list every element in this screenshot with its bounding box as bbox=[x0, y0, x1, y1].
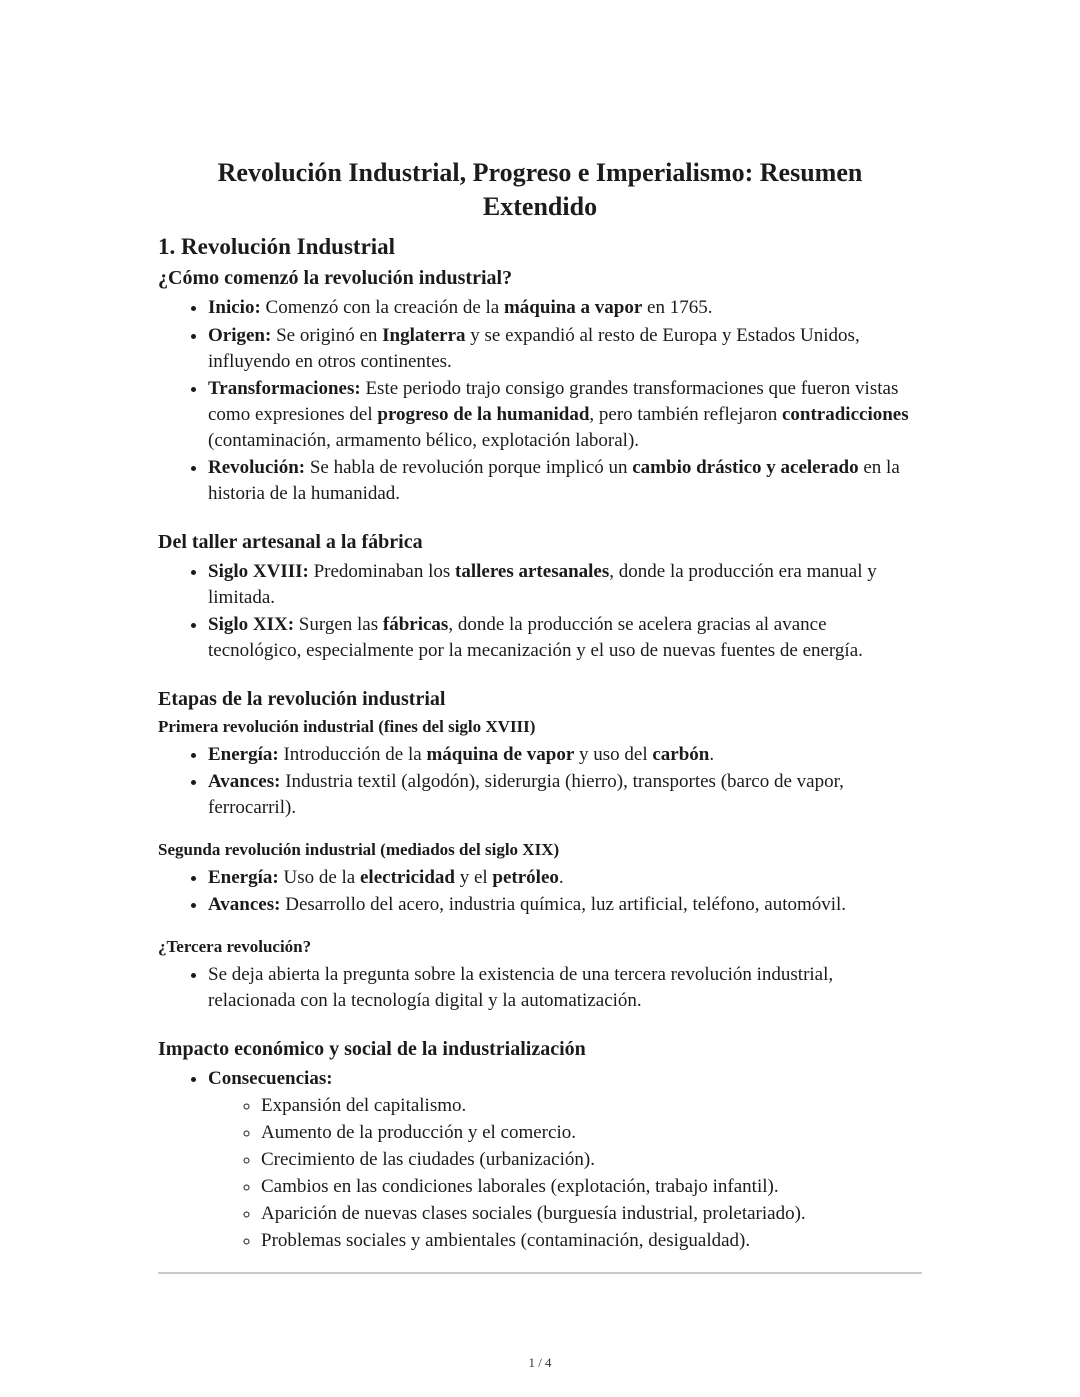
text-run: Este periodo trajo consigo grandes transformaciones que fueron vistas como expresiones del bbox=[208, 377, 899, 425]
list-item bbox=[208, 559, 922, 611]
list-item bbox=[208, 376, 922, 454]
text-run: Se habla de revolución porque implicó un bbox=[305, 456, 633, 478]
bold-text-run: petróleo bbox=[492, 866, 559, 888]
text-run: y se expandió al resto de Europa y Estados Unidos, influyendo en otros continentes. bbox=[208, 324, 860, 372]
heading-h3: Impacto económico y social de la industrialización bbox=[158, 1038, 586, 1061]
text-run: . bbox=[709, 743, 715, 765]
sub-list-item bbox=[261, 1147, 922, 1173]
text-run: Problemas sociales y ambientales (contaminación, desigualdad). bbox=[261, 1230, 751, 1252]
bold-text-run: Siglo XIX: bbox=[208, 613, 295, 635]
sub-bullet-list bbox=[208, 1093, 922, 1254]
bold-text-run: Consecuencias: bbox=[208, 1068, 333, 1090]
sub-list-item bbox=[261, 1174, 922, 1200]
text-run: , donde la producción se acelera gracias al avance tecnológico, especialmente por la mecanización y el uso de nuevas fuentes de energía. bbox=[208, 613, 863, 661]
text-run: Desarrollo del acero, industria química, luz artificial, teléfono, automóvil. bbox=[280, 893, 847, 915]
text-run: Comenzó con la creación de la bbox=[260, 297, 504, 319]
text-run: . bbox=[558, 866, 564, 888]
text-run: y el bbox=[454, 866, 493, 888]
list-item bbox=[208, 962, 922, 1014]
sub-list-item bbox=[261, 1120, 922, 1146]
text-run: Industria textil (algodón), siderurgia (hierro), transportes (barco de vapor, ferrocarril). bbox=[208, 770, 844, 818]
bullet-list bbox=[158, 1066, 922, 1254]
bold-text-run: fábricas bbox=[382, 613, 449, 635]
bold-text-run: contradicciones bbox=[781, 403, 909, 425]
text-run: Uso de la bbox=[278, 866, 360, 888]
bold-text-run: Inglaterra bbox=[382, 324, 466, 346]
list-item bbox=[208, 769, 922, 821]
heading-h3: Del taller artesanal a la fábrica bbox=[158, 530, 423, 553]
bullet-list bbox=[158, 295, 922, 506]
list-item bbox=[208, 1066, 922, 1254]
heading-h4: Primera revolución industrial (fines del siglo XVIII) bbox=[158, 716, 536, 736]
document-title: Revolución Industrial, Progreso e Imperialismo: Resumen Extendido bbox=[217, 158, 863, 221]
list-item bbox=[208, 742, 922, 768]
sub-list-item bbox=[261, 1228, 922, 1254]
bullet-list bbox=[158, 865, 922, 918]
bullet-list bbox=[158, 742, 922, 821]
bold-text-run: cambio drástico y acelerado bbox=[632, 456, 859, 478]
list-item bbox=[208, 295, 922, 321]
text-run: , donde la producción era manual y limitada. bbox=[208, 560, 877, 608]
text-run: Introducción de la bbox=[278, 743, 427, 765]
list-item bbox=[208, 612, 922, 664]
text-run: Surgen las bbox=[294, 613, 383, 635]
text-run: en la historia de la humanidad. bbox=[208, 456, 900, 504]
list-item bbox=[208, 865, 922, 891]
text-run: (contaminación, armamento bélico, explotación laboral). bbox=[208, 429, 640, 451]
bold-text-run: electricidad bbox=[359, 866, 455, 888]
heading-h2: 1. Revolución Industrial bbox=[158, 233, 396, 259]
bold-text-run: carbón bbox=[652, 743, 710, 765]
bullet-list bbox=[158, 962, 922, 1014]
text-run: Expansión del capitalismo. bbox=[261, 1095, 467, 1117]
list-item bbox=[208, 455, 922, 507]
heading-h3: ¿Cómo comenzó la revolución industrial? bbox=[158, 267, 513, 290]
sub-list-item bbox=[261, 1201, 922, 1227]
list-item bbox=[208, 892, 922, 918]
heading-h4: Segunda revolución industrial (mediados del siglo XIX) bbox=[158, 839, 560, 859]
text-run: Predominaban los bbox=[308, 560, 456, 582]
bold-text-run: progreso de la humanidad bbox=[377, 403, 590, 425]
text-run: en 1765. bbox=[642, 297, 713, 319]
bold-text-run: Avances: bbox=[208, 893, 281, 915]
page-number-indicator: 1 / 4 bbox=[528, 1355, 552, 1370]
text-run: Aparición de nuevas clases sociales (burguesía industrial, proletariado). bbox=[261, 1203, 806, 1225]
text-run: Aumento de la producción y el comercio. bbox=[261, 1122, 576, 1144]
document-content bbox=[158, 232, 922, 1275]
sub-list-item bbox=[261, 1093, 922, 1119]
bold-text-run: máquina de vapor bbox=[426, 743, 575, 765]
bold-text-run: Origen: bbox=[208, 324, 272, 346]
bold-text-run: máquina a vapor bbox=[503, 297, 643, 319]
bullet-list bbox=[158, 559, 922, 664]
text-run: Se originó en bbox=[271, 324, 383, 346]
bold-text-run: Energía: bbox=[208, 743, 279, 765]
bold-text-run: talleres artesanales bbox=[455, 560, 610, 582]
text-run: Se deja abierta la pregunta sobre la existencia de una tercera revolución industrial, relacionada con la tecnología digital y la automatización. bbox=[208, 964, 834, 1012]
bold-text-run: Transformaciones: bbox=[208, 377, 361, 399]
bold-text-run: Revolución: bbox=[208, 456, 306, 478]
heading-h3: Etapas de la revolución industrial bbox=[158, 687, 446, 710]
list-item bbox=[208, 323, 922, 375]
bold-text-run: Energía: bbox=[208, 866, 279, 888]
text-run: y uso del bbox=[574, 743, 653, 765]
bold-text-run: Avances: bbox=[208, 770, 281, 792]
text-run: Cambios en las condiciones laborales (explotación, trabajo infantil). bbox=[261, 1176, 779, 1198]
text-run: Crecimiento de las ciudades (urbanización). bbox=[261, 1149, 595, 1171]
text-run: , pero también reflejaron bbox=[589, 403, 782, 425]
bold-text-run: Siglo XVIII: bbox=[208, 560, 309, 582]
bold-text-run: Inicio: bbox=[208, 297, 261, 319]
horizontal-divider bbox=[158, 1272, 922, 1274]
heading-h4: ¿Tercera revolución? bbox=[158, 936, 312, 956]
